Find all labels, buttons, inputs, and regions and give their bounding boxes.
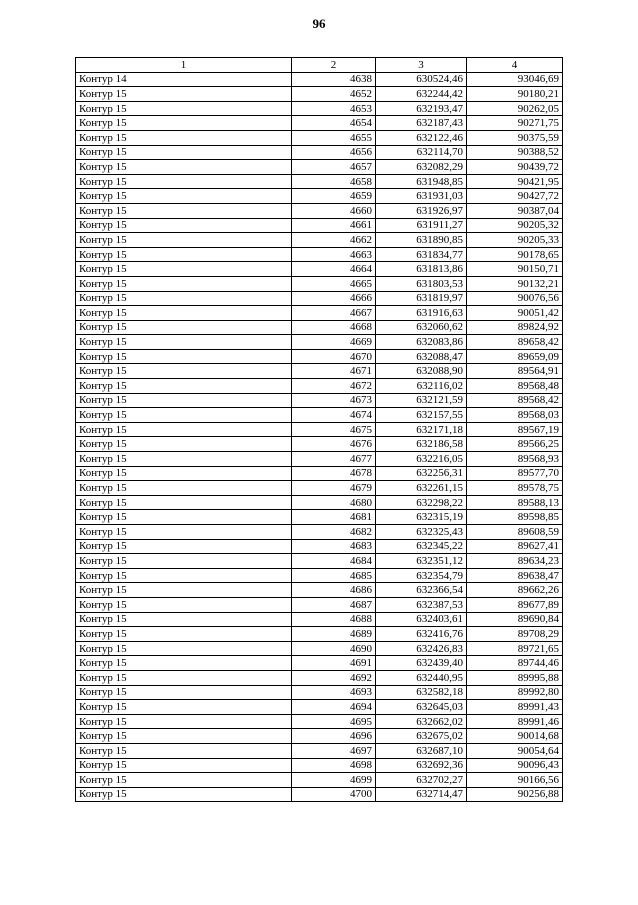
point-number-cell: 4695 xyxy=(292,714,376,729)
y-coordinate-cell: 89662,26 xyxy=(467,583,563,598)
x-coordinate-cell: 632687,10 xyxy=(376,743,467,758)
y-coordinate-cell: 89564,91 xyxy=(467,364,563,379)
y-coordinate-cell: 90256,88 xyxy=(467,787,563,802)
y-coordinate-cell: 89577,70 xyxy=(467,466,563,481)
contour-name-cell: Контур 15 xyxy=(76,291,292,306)
point-number-cell: 4670 xyxy=(292,349,376,364)
table-row xyxy=(76,101,563,116)
table-row xyxy=(76,743,563,758)
y-coordinate-cell: 90271,75 xyxy=(467,116,563,131)
point-number-cell: 4684 xyxy=(292,554,376,569)
x-coordinate-cell: 632702,27 xyxy=(376,773,467,788)
y-coordinate-cell: 90427,72 xyxy=(467,189,563,204)
x-coordinate-cell: 632244,42 xyxy=(376,87,467,102)
y-coordinate-cell: 89991,43 xyxy=(467,700,563,715)
x-coordinate-cell: 632216,05 xyxy=(376,452,467,467)
contour-name-cell: Контур 15 xyxy=(76,160,292,175)
x-coordinate-cell: 632256,31 xyxy=(376,466,467,481)
table-row xyxy=(76,452,563,467)
table-row xyxy=(76,481,563,496)
point-number-cell: 4671 xyxy=(292,364,376,379)
table-row xyxy=(76,627,563,642)
contour-name-cell: Контур 15 xyxy=(76,539,292,554)
y-coordinate-cell: 90388,52 xyxy=(467,145,563,160)
table-row xyxy=(76,437,563,452)
column-header-3: 3 xyxy=(376,58,467,73)
point-number-cell: 4674 xyxy=(292,408,376,423)
x-coordinate-cell: 632662,02 xyxy=(376,714,467,729)
point-number-cell: 4665 xyxy=(292,276,376,291)
point-number-cell: 4693 xyxy=(292,685,376,700)
contour-name-cell: Контур 15 xyxy=(76,714,292,729)
table-row xyxy=(76,670,563,685)
y-coordinate-cell: 89744,46 xyxy=(467,656,563,671)
y-coordinate-cell: 89991,46 xyxy=(467,714,563,729)
point-number-cell: 4682 xyxy=(292,525,376,540)
y-coordinate-cell: 89566,25 xyxy=(467,437,563,452)
table-row xyxy=(76,554,563,569)
contour-name-cell: Контур 15 xyxy=(76,787,292,802)
contour-name-cell: Контур 15 xyxy=(76,481,292,496)
x-coordinate-cell: 632114,70 xyxy=(376,145,467,160)
table-row xyxy=(76,510,563,525)
x-coordinate-cell: 631948,85 xyxy=(376,174,467,189)
point-number-cell: 4679 xyxy=(292,481,376,496)
point-number-cell: 4667 xyxy=(292,306,376,321)
point-number-cell: 4668 xyxy=(292,320,376,335)
contour-name-cell: Контур 14 xyxy=(76,72,292,87)
contour-name-cell: Контур 15 xyxy=(76,379,292,394)
y-coordinate-cell: 89721,65 xyxy=(467,641,563,656)
x-coordinate-cell: 632582,18 xyxy=(376,685,467,700)
contour-name-cell: Контур 15 xyxy=(76,729,292,744)
table-row xyxy=(76,466,563,481)
x-coordinate-cell: 631926,97 xyxy=(376,203,467,218)
y-coordinate-cell: 89677,89 xyxy=(467,597,563,612)
y-coordinate-cell: 89588,13 xyxy=(467,495,563,510)
x-coordinate-cell: 632083,86 xyxy=(376,335,467,350)
y-coordinate-cell: 89638,47 xyxy=(467,568,563,583)
contour-name-cell: Контур 15 xyxy=(76,203,292,218)
point-number-cell: 4661 xyxy=(292,218,376,233)
x-coordinate-cell: 632345,22 xyxy=(376,539,467,554)
point-number-cell: 4678 xyxy=(292,466,376,481)
table-row xyxy=(76,525,563,540)
x-coordinate-cell: 632416,76 xyxy=(376,627,467,642)
x-coordinate-cell: 631819,97 xyxy=(376,291,467,306)
point-number-cell: 4680 xyxy=(292,495,376,510)
contour-name-cell: Контур 15 xyxy=(76,422,292,437)
point-number-cell: 4677 xyxy=(292,452,376,467)
y-coordinate-cell: 89690,84 xyxy=(467,612,563,627)
contour-name-cell: Контур 15 xyxy=(76,393,292,408)
point-number-cell: 4669 xyxy=(292,335,376,350)
y-coordinate-cell: 90387,04 xyxy=(467,203,563,218)
point-number-cell: 4691 xyxy=(292,656,376,671)
x-coordinate-cell: 632088,47 xyxy=(376,349,467,364)
y-coordinate-cell: 89567,19 xyxy=(467,422,563,437)
x-coordinate-cell: 632426,83 xyxy=(376,641,467,656)
x-coordinate-cell: 632088,90 xyxy=(376,364,467,379)
point-number-cell: 4681 xyxy=(292,510,376,525)
y-coordinate-cell: 90014,68 xyxy=(467,729,563,744)
contour-name-cell: Контур 15 xyxy=(76,554,292,569)
contour-name-cell: Контур 15 xyxy=(76,262,292,277)
contour-name-cell: Контур 15 xyxy=(76,612,292,627)
x-coordinate-cell: 631803,53 xyxy=(376,276,467,291)
contour-name-cell: Контур 15 xyxy=(76,189,292,204)
point-number-cell: 4663 xyxy=(292,247,376,262)
x-coordinate-cell: 632387,53 xyxy=(376,597,467,612)
table-row xyxy=(76,597,563,612)
table-row xyxy=(76,729,563,744)
y-coordinate-cell: 89995,88 xyxy=(467,670,563,685)
table-row xyxy=(76,189,563,204)
contour-name-cell: Контур 15 xyxy=(76,452,292,467)
contour-name-cell: Контур 15 xyxy=(76,743,292,758)
contour-name-cell: Контур 15 xyxy=(76,656,292,671)
table-row xyxy=(76,116,563,131)
x-coordinate-cell: 632261,15 xyxy=(376,481,467,496)
table-row xyxy=(76,87,563,102)
y-coordinate-cell: 90150,71 xyxy=(467,262,563,277)
y-coordinate-cell: 89598,85 xyxy=(467,510,563,525)
table-row xyxy=(76,408,563,423)
table-row xyxy=(76,276,563,291)
x-coordinate-cell: 632171,18 xyxy=(376,422,467,437)
table-row xyxy=(76,247,563,262)
x-coordinate-cell: 632315,19 xyxy=(376,510,467,525)
table-row xyxy=(76,233,563,248)
y-coordinate-cell: 89824,92 xyxy=(467,320,563,335)
x-coordinate-cell: 632082,29 xyxy=(376,160,467,175)
contour-name-cell: Контур 15 xyxy=(76,247,292,262)
table-row xyxy=(76,218,563,233)
x-coordinate-cell: 632157,55 xyxy=(376,408,467,423)
table-row xyxy=(76,787,563,802)
table-row xyxy=(76,379,563,394)
x-coordinate-cell: 632325,43 xyxy=(376,525,467,540)
point-number-cell: 4699 xyxy=(292,773,376,788)
point-number-cell: 4685 xyxy=(292,568,376,583)
table-row xyxy=(76,539,563,554)
table-row xyxy=(76,320,563,335)
point-number-cell: 4652 xyxy=(292,87,376,102)
point-number-cell: 4675 xyxy=(292,422,376,437)
contour-name-cell: Контур 15 xyxy=(76,773,292,788)
contour-name-cell: Контур 15 xyxy=(76,627,292,642)
y-coordinate-cell: 90054,64 xyxy=(467,743,563,758)
table-row xyxy=(76,349,563,364)
x-coordinate-cell: 632121,59 xyxy=(376,393,467,408)
x-coordinate-cell: 631834,77 xyxy=(376,247,467,262)
point-number-cell: 4696 xyxy=(292,729,376,744)
contour-name-cell: Контур 15 xyxy=(76,306,292,321)
x-coordinate-cell: 632116,02 xyxy=(376,379,467,394)
y-coordinate-cell: 90096,43 xyxy=(467,758,563,773)
point-number-cell: 4664 xyxy=(292,262,376,277)
point-number-cell: 4672 xyxy=(292,379,376,394)
point-number-cell: 4689 xyxy=(292,627,376,642)
point-number-cell: 4666 xyxy=(292,291,376,306)
table-row xyxy=(76,306,563,321)
y-coordinate-cell: 89627,41 xyxy=(467,539,563,554)
contour-name-cell: Контур 15 xyxy=(76,525,292,540)
page-number: 96 xyxy=(312,16,326,31)
contour-name-cell: Контур 15 xyxy=(76,510,292,525)
y-coordinate-cell: 93046,69 xyxy=(467,72,563,87)
y-coordinate-cell: 89568,48 xyxy=(467,379,563,394)
table-body xyxy=(76,72,563,802)
table-row xyxy=(76,262,563,277)
contour-name-cell: Контур 15 xyxy=(76,320,292,335)
table-row xyxy=(76,656,563,671)
x-coordinate-cell: 632060,62 xyxy=(376,320,467,335)
contour-name-cell: Контур 15 xyxy=(76,670,292,685)
x-coordinate-cell: 632354,79 xyxy=(376,568,467,583)
point-number-cell: 4657 xyxy=(292,160,376,175)
x-coordinate-cell: 632440,95 xyxy=(376,670,467,685)
table-row xyxy=(76,145,563,160)
point-number-cell: 4692 xyxy=(292,670,376,685)
table-row xyxy=(76,291,563,306)
x-coordinate-cell: 632351,12 xyxy=(376,554,467,569)
point-number-cell: 4683 xyxy=(292,539,376,554)
table-row xyxy=(76,160,563,175)
table-row xyxy=(76,393,563,408)
x-coordinate-cell: 632186,58 xyxy=(376,437,467,452)
point-number-cell: 4660 xyxy=(292,203,376,218)
x-coordinate-cell: 632122,46 xyxy=(376,130,467,145)
point-number-cell: 4653 xyxy=(292,101,376,116)
contour-name-cell: Контур 15 xyxy=(76,597,292,612)
y-coordinate-cell: 90076,56 xyxy=(467,291,563,306)
contour-name-cell: Контур 15 xyxy=(76,408,292,423)
table-row xyxy=(76,422,563,437)
coordinates-table xyxy=(75,57,563,802)
y-coordinate-cell: 89568,03 xyxy=(467,408,563,423)
point-number-cell: 4697 xyxy=(292,743,376,758)
x-coordinate-cell: 632187,43 xyxy=(376,116,467,131)
table-row xyxy=(76,335,563,350)
table-row xyxy=(76,714,563,729)
x-coordinate-cell: 632439,40 xyxy=(376,656,467,671)
x-coordinate-cell: 630524,46 xyxy=(376,72,467,87)
point-number-cell: 4673 xyxy=(292,393,376,408)
point-number-cell: 4654 xyxy=(292,116,376,131)
y-coordinate-cell: 89568,93 xyxy=(467,452,563,467)
table-header-row xyxy=(76,58,563,73)
y-coordinate-cell: 90262,05 xyxy=(467,101,563,116)
table-row xyxy=(76,641,563,656)
y-coordinate-cell: 89708,29 xyxy=(467,627,563,642)
y-coordinate-cell: 89568,42 xyxy=(467,393,563,408)
table-row xyxy=(76,72,563,87)
y-coordinate-cell: 89578,75 xyxy=(467,481,563,496)
point-number-cell: 4676 xyxy=(292,437,376,452)
contour-name-cell: Контур 15 xyxy=(76,583,292,598)
x-coordinate-cell: 632298,22 xyxy=(376,495,467,510)
x-coordinate-cell: 632403,61 xyxy=(376,612,467,627)
table-row xyxy=(76,568,563,583)
contour-name-cell: Контур 15 xyxy=(76,335,292,350)
y-coordinate-cell: 90439,72 xyxy=(467,160,563,175)
x-coordinate-cell: 632193,47 xyxy=(376,101,467,116)
point-number-cell: 4698 xyxy=(292,758,376,773)
x-coordinate-cell: 631916,63 xyxy=(376,306,467,321)
contour-name-cell: Контур 15 xyxy=(76,641,292,656)
contour-name-cell: Контур 15 xyxy=(76,233,292,248)
contour-name-cell: Контур 15 xyxy=(76,87,292,102)
table-row xyxy=(76,174,563,189)
table-row xyxy=(76,203,563,218)
contour-name-cell: Контур 15 xyxy=(76,349,292,364)
contour-name-cell: Контур 15 xyxy=(76,495,292,510)
table-row xyxy=(76,612,563,627)
x-coordinate-cell: 631890,85 xyxy=(376,233,467,248)
point-number-cell: 4686 xyxy=(292,583,376,598)
contour-name-cell: Контур 15 xyxy=(76,276,292,291)
point-number-cell: 4656 xyxy=(292,145,376,160)
point-number-cell: 4694 xyxy=(292,700,376,715)
point-number-cell: 4700 xyxy=(292,787,376,802)
x-coordinate-cell: 632675,02 xyxy=(376,729,467,744)
x-coordinate-cell: 632714,47 xyxy=(376,787,467,802)
contour-name-cell: Контур 15 xyxy=(76,466,292,481)
point-number-cell: 4638 xyxy=(292,72,376,87)
column-header-2: 2 xyxy=(292,58,376,73)
y-coordinate-cell: 89608,59 xyxy=(467,525,563,540)
y-coordinate-cell: 90421,95 xyxy=(467,174,563,189)
table-row xyxy=(76,495,563,510)
contour-name-cell: Контур 15 xyxy=(76,685,292,700)
x-coordinate-cell: 632645,03 xyxy=(376,700,467,715)
table-row xyxy=(76,130,563,145)
y-coordinate-cell: 90166,56 xyxy=(467,773,563,788)
y-coordinate-cell: 90180,21 xyxy=(467,87,563,102)
contour-name-cell: Контур 15 xyxy=(76,218,292,233)
x-coordinate-cell: 632366,54 xyxy=(376,583,467,598)
point-number-cell: 4655 xyxy=(292,130,376,145)
point-number-cell: 4687 xyxy=(292,597,376,612)
table-row xyxy=(76,583,563,598)
y-coordinate-cell: 90205,33 xyxy=(467,233,563,248)
x-coordinate-cell: 631931,03 xyxy=(376,189,467,204)
contour-name-cell: Контур 15 xyxy=(76,101,292,116)
contour-name-cell: Контур 15 xyxy=(76,364,292,379)
column-header-4: 4 xyxy=(467,58,563,73)
y-coordinate-cell: 90178,65 xyxy=(467,247,563,262)
contour-name-cell: Контур 15 xyxy=(76,568,292,583)
x-coordinate-cell: 631911,27 xyxy=(376,218,467,233)
y-coordinate-cell: 89992,80 xyxy=(467,685,563,700)
point-number-cell: 4659 xyxy=(292,189,376,204)
y-coordinate-cell: 90051,42 xyxy=(467,306,563,321)
y-coordinate-cell: 89634,23 xyxy=(467,554,563,569)
contour-name-cell: Контур 15 xyxy=(76,700,292,715)
y-coordinate-cell: 90205,32 xyxy=(467,218,563,233)
column-header-1: 1 xyxy=(76,58,292,73)
point-number-cell: 4662 xyxy=(292,233,376,248)
x-coordinate-cell: 632692,36 xyxy=(376,758,467,773)
point-number-cell: 4690 xyxy=(292,641,376,656)
y-coordinate-cell: 90375,59 xyxy=(467,130,563,145)
contour-name-cell: Контур 15 xyxy=(76,145,292,160)
contour-name-cell: Контур 15 xyxy=(76,758,292,773)
contour-name-cell: Контур 15 xyxy=(76,174,292,189)
x-coordinate-cell: 631813,86 xyxy=(376,262,467,277)
point-number-cell: 4688 xyxy=(292,612,376,627)
point-number-cell: 4658 xyxy=(292,174,376,189)
y-coordinate-cell: 89658,42 xyxy=(467,335,563,350)
y-coordinate-cell: 89659,09 xyxy=(467,349,563,364)
contour-name-cell: Контур 15 xyxy=(76,116,292,131)
y-coordinate-cell: 90132,21 xyxy=(467,276,563,291)
table-row xyxy=(76,773,563,788)
table-row xyxy=(76,700,563,715)
table-row xyxy=(76,364,563,379)
table-row xyxy=(76,758,563,773)
contour-name-cell: Контур 15 xyxy=(76,437,292,452)
table-row xyxy=(76,685,563,700)
contour-name-cell: Контур 15 xyxy=(76,130,292,145)
